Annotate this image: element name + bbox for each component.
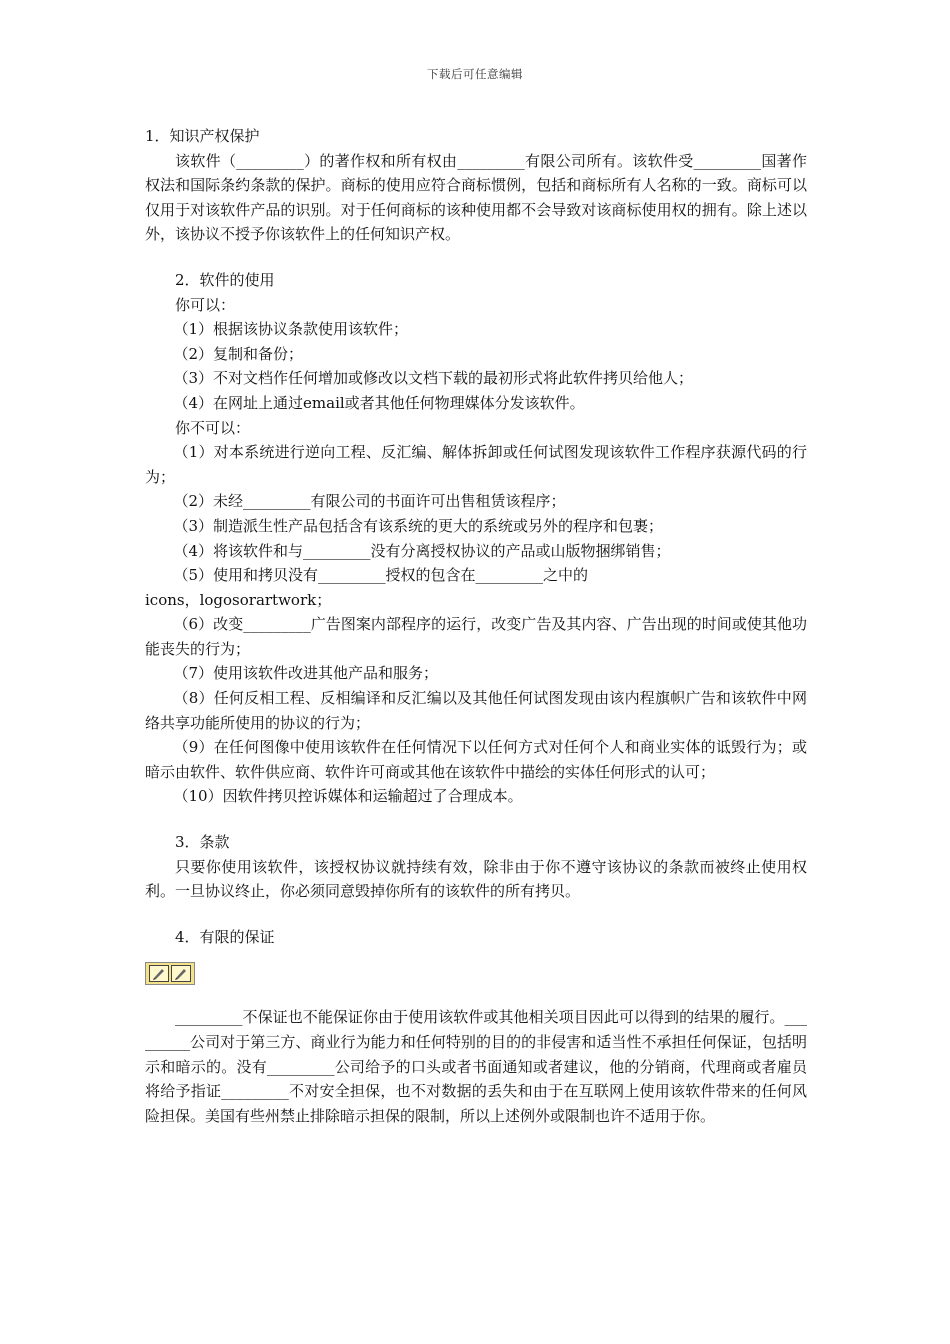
section-3-body: 只要你使用该软件，该授权协议就持续有效，除非由于你不遵守该协议的条款而被终止使用权利。一旦协议终止，你必须同意毁掉你所有的该软件的所有拷贝。 xyxy=(145,857,807,901)
cannot-item: （4）将该软件和与_________没有分离授权协议的产品或山版物捆绑销售； xyxy=(173,541,671,560)
cannot-item: （7）使用该软件改进其他产品和服务； xyxy=(173,664,439,683)
pencil-icon xyxy=(171,965,191,982)
cannot-item: （2）未经_________有限公司的书面许可出售租赁该程序； xyxy=(173,492,566,511)
document-body xyxy=(145,124,807,1128)
cannot-title: 你不可以： xyxy=(175,418,251,437)
cannot-item: （6）改变_________广告图案内部程序的运行，改变广告及其内容、广告出现的时间或使其他功能丧失的行为； xyxy=(145,615,807,658)
cannot-item: （10）因软件拷贝控诉媒体和运输超过了合理成本。 xyxy=(173,787,523,806)
section-1-title: 1．知识产权保护 xyxy=(145,127,260,145)
section-1-body: 该软件（_________）的著作权和所有权由_________有限公司所有。该软件受_________国著作权法和国际条约条款的保护。商标的使用应符合商标惯例，包括和商标所有人名称的一致。商标可以仅用于对该软件产品的识别。对于任何商标的该种使用都不会导致对该商标使用权的拥有。除上述以外，该协议不授予你该软件上的任何知识产权。 xyxy=(145,151,807,244)
can-title: 你可以： xyxy=(175,295,236,314)
cannot-item: （3）制造派生性产品包括含有该系统的更大的系统或另外的程序和包裹； xyxy=(173,516,664,535)
cannot-item: （5）使用和拷贝没有_________授权的包含在_________之中的 xyxy=(173,566,589,585)
page-header: 下载后可任意编辑 xyxy=(427,67,523,81)
section-4-title: 4．有限的保证 xyxy=(175,927,275,946)
cannot-item: （1）对本系统进行逆向工程、反汇编、解体拆卸或任何试图发现该软件工作程序获源代码的行为； xyxy=(145,443,807,486)
embedded-object-icons xyxy=(145,949,807,997)
can-item: （2）复制和备份； xyxy=(173,344,304,363)
can-item: （1）根据该协议条款使用该软件； xyxy=(173,320,409,339)
cannot-item-5-continued: icons，logosorartwork； xyxy=(145,590,332,609)
cannot-item: （8）任何反相工程、反相编译和反汇编以及其他任何试图发现由该内程旗帜广告和该软件中网络共享功能所使用的协议的行为； xyxy=(145,689,807,732)
cannot-item: （9）在任何图像中使用该软件在任何情况下以任何方式对任何个人和商业实体的诋毁行为；或暗示由软件、软件供应商、软件许可商或其他在该软件中描绘的实体任何形式的认可； xyxy=(145,738,807,781)
section-2-title: 2．软件的使用 xyxy=(175,270,275,289)
can-item: （3）不对文档作任何增加或修改以文档下载的最初形式将此软件拷贝给他人； xyxy=(173,369,694,388)
section-4-body: _________不保证也不能保证你由于使用该软件或其他相关项目因此可以得到的结果的履行。_________公司对于第三方、商业行为能力和任何特别的目的的非侵害和适当性不承担任何保证，包括明示和暗示的。没有_________公司给予的口头或者书面通知或者建议，他的分销商，代理商或者雇员将给予指证_________不对安全担保，也不对数据的丢失和由于在互联网上使用该软件带来的任何风险担保。美国有些州禁止排除暗示担保的限制，所以上述例外或限制也许不适用于你。 xyxy=(145,1008,807,1125)
pencil-icon xyxy=(149,965,169,982)
can-item: （4）在网址上通过email或者其他任何物理媒体分发该软件。 xyxy=(173,393,585,412)
section-3-title: 3．条款 xyxy=(175,833,230,852)
